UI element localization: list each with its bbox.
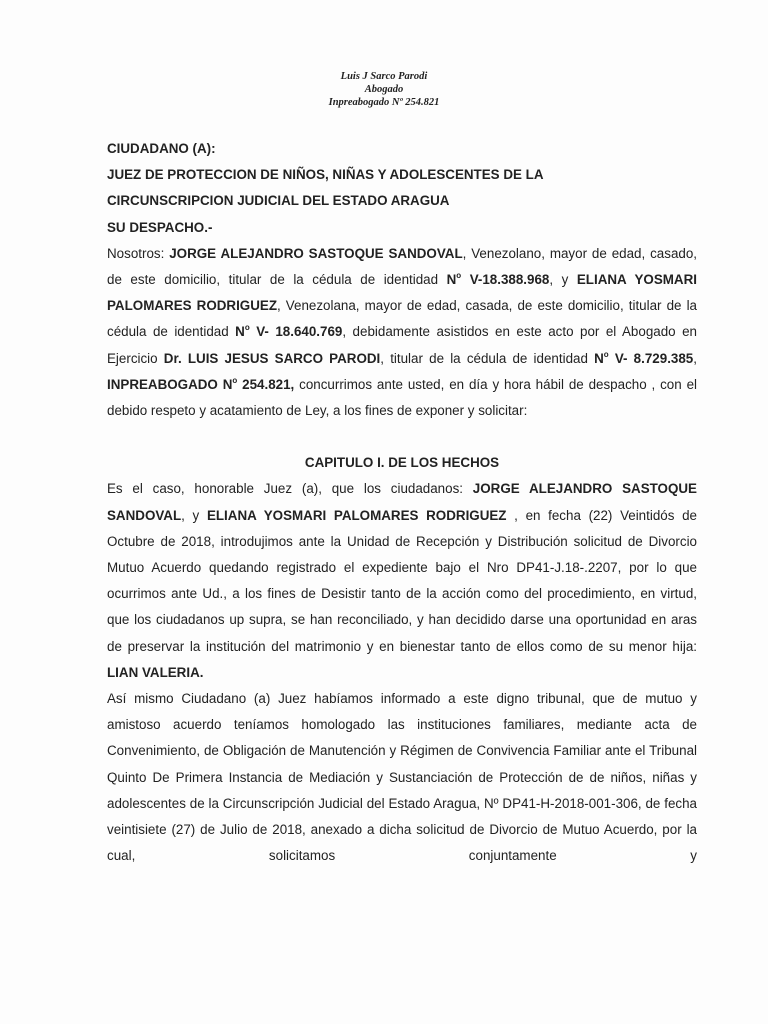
- inpreabogado-number: INPREABOGADO $N^o$ 254.821,: [107, 375, 295, 392]
- lawyer-registration: Inpreabogado Nº 254.821: [328, 97, 440, 108]
- party-2-id: $N^o$ V- 18.640.769: [235, 323, 343, 340]
- facts-paragraph-2: Así mismo Ciudadano (a) Juez habíamos informado a este digno tribunal, que de mutuo y amistoso acuerdo teníamos homologado las instituciones familiares, mediante acta de Convenimiento, de Obligación de Manutención y Régimen de Convivencia Familiar ante el Tribunal Quinto De Primera Instancia de Mediación y Sustanciación de Protección de de niños, niñas y adolescentes de la Circunscripción Judicial del Estado Aragua, Nº DP41-H-2018-001-306, de fecha veintisiete (27) de Julio de 2018, anexado a dicha solicitud de Divorcio de Mutuo Acuerdo, por la cual, solicitamos conjuntamente y: [107, 691, 697, 864]
- child-name: LIAN VALERIA.: [107, 664, 204, 680]
- intro-text: , Venezolano, mayor de edad, casado, de este domicilio, titular de la cédula de identidad: [107, 245, 698, 288]
- despacho-line: SU DESPACHO.-: [107, 219, 213, 235]
- intro-text: , y: [549, 272, 577, 288]
- lawyer-title: Abogado: [364, 84, 404, 95]
- intro-text: , debidamente asistidos en este acto por el Abogado en Ejercicio: [107, 324, 697, 366]
- facts-text: Es el caso, honorable Juez (a), que los ciudadanos:: [107, 481, 473, 497]
- lawyer-name: Luis J Sarco Parodi: [340, 71, 428, 82]
- intro-text: , Venezolana, mayor de edad, casada, de este domicilio, titular de la cédula de identidad: [107, 298, 697, 340]
- document-body: [107, 136, 697, 869]
- letterhead: [0, 70, 768, 109]
- intro-text: ,: [693, 350, 697, 366]
- intro-text: Nosotros:: [107, 245, 170, 261]
- party-1-name: JORGE ALEJANDRO SASTOQUE SANDOVAL: [169, 245, 463, 261]
- addressee-line: CIUDADANO (A):: [107, 141, 216, 156]
- court-name-line: JUEZ DE PROTECCION DE NIÑOS, NIÑAS Y ADOLESCENTES DE LA: [107, 167, 544, 183]
- facts-party-1: JORGE ALEJANDRO SASTOQUE SANDOVAL: [107, 481, 697, 523]
- facts-party-2: ELIANA YOSMARI PALOMARES RODRIGUEZ: [206, 507, 507, 523]
- intro-text: concurrimos ante usted, en día y hora hábil de despacho , con el debido respeto y acatamiento de Ley, a los fines de exponer y solicitar:: [107, 376, 697, 419]
- facts-text: , y: [181, 507, 207, 523]
- lawyer-id: $N^o$ V- 8.729.385: [594, 349, 694, 366]
- party-1-id: $N^o$ V-18.388.968: [446, 271, 550, 288]
- jurisdiction-line: CIRCUNSCRIPCION JUDICIAL DEL ESTADO ARAGUA: [107, 193, 450, 209]
- intro-paragraph: [107, 241, 697, 424]
- chapter-title: CAPITULO I. DE LOS HECHOS: [304, 455, 500, 471]
- facts-text: , en fecha (22) Veintidós de Octubre de 2018, introdujimos ante la Unidad de Recepción y Distribución solicitud de Divorcio Mutuo Acuerdo quedando registrado el expediente bajo el Nro DP41-J.18-.2207, por lo que ocurrimos ante Ud., a los fines de Desistir tanto de la acción como del procedimiento, en virtud, que los ciudadanos up supra, se han reconciliado, y han decidido darse una oportunidad en aras de preservar la institución del matrimonio y en bienestar tanto de ellos como de su menor hija:: [107, 507, 697, 654]
- facts-paragraph-1: [107, 476, 697, 686]
- lawyer-name-body: Dr. LUIS JESUS SARCO PARODI: [163, 350, 381, 366]
- intro-text: , titular de la cédula de identidad: [380, 350, 595, 366]
- party-2-name: ELIANA YOSMARI PALOMARES RODRIGUEZ: [107, 272, 697, 314]
